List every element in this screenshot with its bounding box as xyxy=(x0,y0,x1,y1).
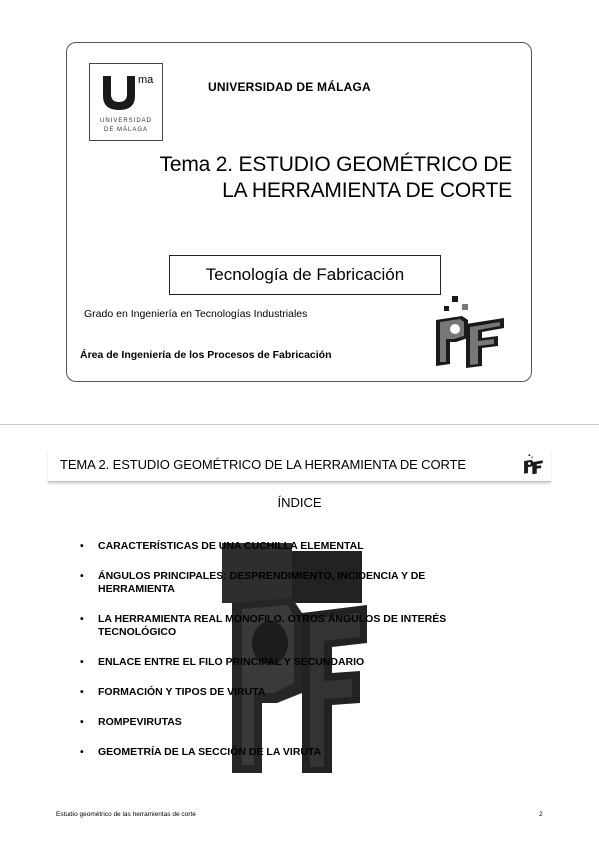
department-area: Área de Ingeniería de los Procesos de Fabricación xyxy=(80,349,332,361)
logo-mark: ma xyxy=(138,74,154,86)
list-item: • FORMACIÓN Y TIPOS DE VIRUTA xyxy=(80,686,500,699)
list-item: • LA HERRAMIENTA REAL MONOFILO. OTROS ÁNGULOS DE INTERÉS TECNOLÓGICO xyxy=(80,613,500,639)
slide-title xyxy=(110,152,512,204)
list-item: • ENLACE ENTRE EL FILO PRINCIPAL Y SECUNDARIO xyxy=(80,656,500,669)
logo-line-1: UNIVERSIDAD xyxy=(99,118,152,124)
title-line-2: LA HERRAMIENTA DE CORTE xyxy=(222,179,512,202)
pf-logo-icon xyxy=(432,294,512,368)
uma-glyph-icon xyxy=(99,72,139,112)
list-item: • ROMPEVIRUTAS xyxy=(80,716,500,729)
degree-name: Grado en Ingeniería en Tecnologías Industriales xyxy=(84,308,308,320)
header-title: TEMA 2. ESTUDIO GEOMÉTRICO DE LA HERRAMIENTA DE CORTE xyxy=(60,457,466,472)
slide-header xyxy=(48,449,551,482)
list-item: • GEOMETRÍA DE LA SECCIÓN DE LA VIRUTA xyxy=(80,746,500,759)
list-item: • ÁNGULOS PRINCIPALES: DESPRENDIMIENTO, INCIDENCIA Y DE HERRAMIENTA xyxy=(80,570,500,596)
index-list xyxy=(80,540,500,776)
page-number: 2 xyxy=(539,811,543,818)
universidad-malaga-logo-icon xyxy=(89,63,163,141)
university-name: UNIVERSIDAD DE MÁLAGA xyxy=(208,80,371,94)
logo-line-2: DE MÁLAGA xyxy=(103,127,148,133)
index-heading: ÍNDICE xyxy=(277,495,322,510)
pf-logo-icon xyxy=(523,453,545,475)
title-line-1: Tema 2. ESTUDIO GEOMÉTRICO DE xyxy=(159,153,512,176)
footer-text: Estudio geométrico de las herramientas de corte xyxy=(56,811,196,818)
list-item: • CARACTERÍSTICAS DE UNA CUCHILLA ELEMENTAL xyxy=(80,540,500,553)
index-slide xyxy=(0,424,599,848)
course-name-box: Tecnología de Fabricación xyxy=(169,255,441,295)
